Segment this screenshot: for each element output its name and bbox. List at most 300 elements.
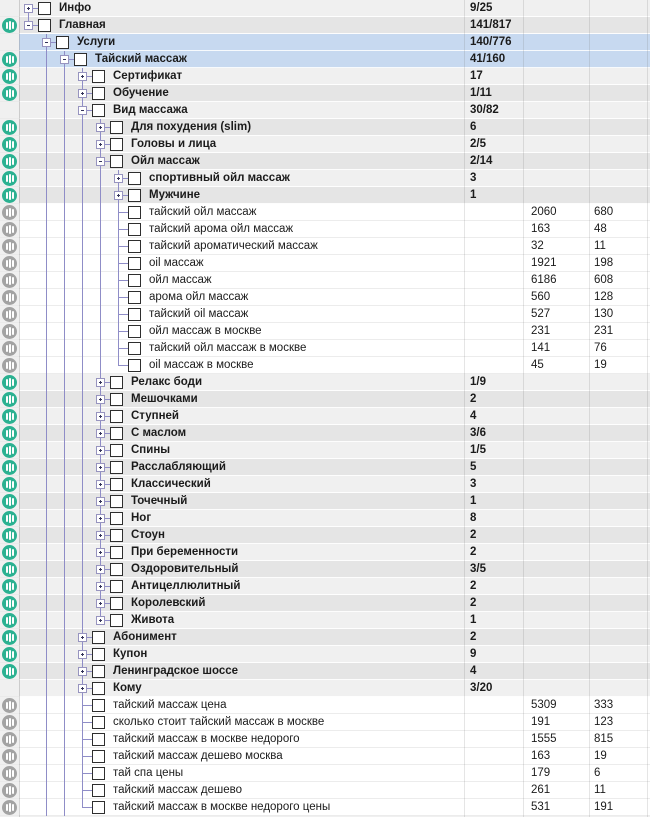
bar-glyph [6,260,8,267]
row-checkbox[interactable] [110,512,123,525]
bar-glyph [9,242,11,251]
frequency-cell: 560 [531,291,551,303]
row-checkbox[interactable] [38,19,51,32]
stats-circle-icon [2,188,17,203]
expand-toggle-icon[interactable] [78,684,87,693]
row-main [19,51,650,68]
tree-row[interactable] [0,0,650,17]
expand-toggle-icon[interactable] [78,650,87,659]
expand-toggle-icon[interactable] [96,531,105,540]
bar-glyph [12,787,14,794]
bar-glyph [6,73,8,80]
tree-guide-line [100,289,101,306]
count-cell [464,272,523,288]
row-checkbox[interactable] [110,495,123,508]
plus-glyph [100,466,101,469]
collapse-toggle-icon[interactable] [96,157,105,166]
expand-toggle-icon[interactable] [96,429,105,438]
expand-toggle-icon[interactable] [96,548,105,557]
expand-toggle-icon[interactable] [96,565,105,574]
tree-cell [19,119,464,135]
expand-toggle-icon[interactable] [78,667,87,676]
bar-glyph [6,651,8,658]
bar-glyph [9,327,11,336]
bar-glyph [9,531,11,540]
tree-guide-line [82,119,83,136]
tree-row[interactable] [0,238,650,255]
count-cell: 2 [470,529,477,541]
tree-row[interactable] [0,272,650,289]
bar-glyph [12,447,14,454]
row-checkbox[interactable] [56,36,69,49]
row-main [19,34,650,51]
row-checkbox[interactable] [110,138,123,151]
row-checkbox[interactable] [128,274,141,287]
stats-circle-icon [2,460,17,475]
tree-cell [19,289,464,305]
row-checkbox[interactable] [128,308,141,321]
tree-guide-line [64,578,65,595]
expand-toggle-icon[interactable] [96,463,105,472]
tree-row[interactable] [0,442,650,459]
tree-row[interactable] [0,782,650,799]
expand-toggle-icon[interactable] [96,412,105,421]
row-checkbox[interactable] [110,580,123,593]
bar-glyph [6,311,8,318]
row-checkbox[interactable] [92,716,105,729]
frequency-exact-cell [589,663,647,679]
tree-guide-line [46,51,47,68]
tree-guide-line [64,612,65,629]
tree-guide-line [100,306,101,323]
frequency-cell: 2060 [531,206,557,218]
frequency-exact-cell: 333 [594,699,614,711]
row-checkbox[interactable] [110,427,123,440]
expand-toggle-icon[interactable] [96,378,105,387]
tree-guide-line [64,374,65,391]
tree-row[interactable] [0,340,650,357]
row-gutter [0,544,19,561]
row-gutter [0,221,19,238]
count-cell [464,748,523,764]
tree-guide-line [64,187,65,204]
tree-connector [82,722,92,723]
tree-row[interactable] [0,714,650,731]
bar-glyph [9,310,11,319]
tree-row[interactable] [0,731,650,748]
row-checkbox[interactable] [128,172,141,185]
tree-guide-line [100,204,101,221]
tree-row[interactable] [0,425,650,442]
stats-circle-icon [2,273,17,288]
tree-row[interactable] [0,221,650,238]
tree-guide-line [46,68,47,85]
frequency-cell [523,153,589,169]
frequency-exact-cell [589,170,647,186]
row-main [19,748,650,765]
row-checkbox[interactable] [110,546,123,559]
row-gutter [0,748,19,765]
bar-glyph [6,736,8,743]
tree-guide-line [64,680,65,697]
frequency-exact-cell [589,544,647,560]
frequency-cell: 231 [531,325,551,337]
row-gutter [0,714,19,731]
row-checkbox[interactable] [128,291,141,304]
tree-guide-line [64,221,65,238]
stats-circle-icon [2,596,17,611]
row-label: тайский ойл массаж [149,206,257,218]
row-checkbox[interactable] [128,240,141,253]
row-gutter [0,306,19,323]
tree-guide-line [46,476,47,493]
frequency-cell [523,442,589,458]
tree-row[interactable] [0,391,650,408]
row-label: Релакс боди [131,376,203,388]
tree-row[interactable] [0,697,650,714]
tree-guide-line [118,357,119,365]
row-checkbox[interactable] [128,342,141,355]
tree-cell [19,748,464,764]
row-checkbox[interactable] [128,223,141,236]
row-checkbox[interactable] [110,121,123,134]
tree-guide-line [82,221,83,238]
tree-guide-line [64,527,65,544]
row-gutter [0,153,19,170]
tree-row[interactable] [0,578,650,595]
tree-row[interactable] [0,136,650,153]
bar-glyph [9,259,11,268]
expand-toggle-icon[interactable] [96,140,105,149]
frequency-exact-cell [589,578,647,594]
tree-guide-line [82,493,83,510]
row-main [19,425,650,442]
row-label: Услуги [77,36,116,48]
row-label: Тайский массаж [95,53,187,65]
tree-row[interactable] [0,629,650,646]
tree-row[interactable] [0,289,650,306]
expand-toggle-icon[interactable] [24,4,33,13]
row-checkbox[interactable] [92,682,105,695]
tree-row[interactable] [0,102,650,119]
row-checkbox[interactable] [92,631,105,644]
tree-guide-line [46,102,47,119]
expand-toggle-icon[interactable] [96,616,105,625]
tree-row[interactable] [0,748,650,765]
row-checkbox[interactable] [92,784,105,797]
count-cell [464,782,523,798]
tree-row[interactable] [0,765,650,782]
tree-row[interactable] [0,476,650,493]
count-cell: 3 [470,172,477,184]
row-checkbox[interactable] [128,189,141,202]
bar-glyph [12,22,14,29]
row-label: Главная [59,19,106,31]
collapse-toggle-icon[interactable] [24,21,33,30]
count-cell [464,204,523,220]
bar-glyph [12,617,14,624]
row-main [19,136,650,153]
tree-cell [19,85,464,101]
tree-cell [19,340,464,356]
bar-glyph [6,702,8,709]
frequency-cell: 32 [531,240,544,252]
frequency-exact-cell [589,493,647,509]
expand-toggle-icon[interactable] [96,599,105,608]
row-checkbox[interactable] [92,699,105,712]
tree-row[interactable] [0,306,650,323]
tree-row[interactable] [0,170,650,187]
row-checkbox[interactable] [128,325,141,338]
tree-guide-line [64,68,65,85]
bar-glyph [12,430,14,437]
tree-guide-line [46,748,47,765]
bar-glyph [9,769,11,778]
expand-toggle-icon[interactable] [114,191,123,200]
bar-glyph [6,158,8,165]
tree-connector [118,246,128,247]
count-cell: 5 [470,461,477,473]
expand-toggle-icon[interactable] [78,72,87,81]
frequency-cell: 527 [531,308,551,320]
row-checkbox[interactable] [128,257,141,270]
tree-row[interactable] [0,204,650,221]
tree-guide-line [64,442,65,459]
tree-connector [118,331,128,332]
tree-guide-line [46,272,47,289]
expand-toggle-icon[interactable] [78,633,87,642]
bar-glyph [9,429,11,438]
frequency-exact-cell [589,442,647,458]
row-checkbox[interactable] [92,648,105,661]
stats-circle-icon [2,562,17,577]
tree-cell [19,442,464,458]
count-cell: 1/9 [470,376,486,388]
tree-guide-line [82,187,83,204]
collapse-toggle-icon[interactable] [78,106,87,115]
row-checkbox[interactable] [92,104,105,117]
tree-row[interactable] [0,680,650,697]
row-label: Мужчине [149,189,201,201]
row-checkbox[interactable] [110,614,123,627]
bar-glyph [6,447,8,454]
row-checkbox[interactable] [92,665,105,678]
row-checkbox[interactable] [92,70,105,83]
tree-row[interactable] [0,459,650,476]
stats-circle-icon [2,137,17,152]
collapse-toggle-icon[interactable] [42,38,51,47]
tree-row[interactable] [0,357,650,374]
frequency-cell: 261 [531,784,551,796]
row-gutter [0,119,19,136]
row-checkbox[interactable] [128,359,141,372]
tree-guide-line [82,136,83,153]
frequency-exact-cell [589,425,647,441]
bar-glyph [9,140,11,149]
count-cell [464,306,523,322]
tree-guide-line [46,629,47,646]
bar-glyph [12,209,14,216]
tree-guide-line [64,153,65,170]
tree-row[interactable] [0,323,650,340]
frequency-cell [523,544,589,560]
row-checkbox[interactable] [92,767,105,780]
tree-cell [19,493,464,509]
expand-toggle-icon[interactable] [96,497,105,506]
bar-glyph [12,719,14,726]
row-checkbox[interactable] [92,733,105,746]
row-main [19,578,650,595]
tree-cell [19,255,464,271]
stats-circle-icon [2,477,17,492]
frequency-cell [523,476,589,492]
tree-connector [82,807,92,808]
row-gutter [0,578,19,595]
stats-circle-icon [2,239,17,254]
bar-glyph [9,752,11,761]
tree-connector [118,314,128,315]
plus-glyph [100,432,101,435]
frequency-exact-cell [589,527,647,543]
row-gutter [0,136,19,153]
frequency-cell: 191 [531,716,551,728]
tree-cell [19,102,464,118]
bar-glyph [12,515,14,522]
stats-circle-icon [2,715,17,730]
count-cell [464,714,523,730]
count-cell: 8 [470,512,477,524]
bar-glyph [9,72,11,81]
tree-guide-line [46,136,47,153]
plus-glyph [100,415,101,418]
frequency-exact-cell [589,119,647,135]
row-gutter [0,510,19,527]
stats-circle-icon [2,324,17,339]
tree-guide-line [100,170,101,187]
expand-toggle-icon[interactable] [96,514,105,523]
bar-glyph [9,293,11,302]
bar-glyph [9,497,11,506]
row-checkbox[interactable] [38,2,51,15]
tree-row[interactable] [0,612,650,629]
tree-row[interactable] [0,663,650,680]
row-label: Кому [113,682,142,694]
tree-row[interactable] [0,85,650,102]
count-cell: 9 [470,648,477,660]
expand-toggle-icon[interactable] [96,582,105,591]
tree-row[interactable] [0,595,650,612]
tree-row[interactable] [0,68,650,85]
count-cell [464,323,523,339]
plus-glyph [100,551,101,554]
expand-toggle-icon[interactable] [96,480,105,489]
tree-row[interactable] [0,408,650,425]
bar-glyph [6,243,8,250]
tree-row[interactable] [0,374,650,391]
expand-toggle-icon[interactable] [96,123,105,132]
tree-row[interactable] [0,799,650,816]
stats-circle-icon [2,358,17,373]
bar-glyph [12,311,14,318]
tree-guide-line [82,306,83,323]
row-main [19,595,650,612]
bar-glyph [6,532,8,539]
row-checkbox[interactable] [74,53,87,66]
tree-guide-line [46,459,47,476]
tree-row[interactable] [0,561,650,578]
frequency-exact-cell [589,34,647,50]
tree-guide-line [46,510,47,527]
row-checkbox[interactable] [110,376,123,389]
row-checkbox[interactable] [92,750,105,763]
expand-toggle-icon[interactable] [78,89,87,98]
tree-row[interactable] [0,153,650,170]
tree-row[interactable] [0,493,650,510]
row-checkbox[interactable] [110,478,123,491]
tree-row[interactable] [0,187,650,204]
bar-glyph [12,379,14,386]
tree-row[interactable] [0,510,650,527]
tree-row[interactable] [0,17,650,34]
row-checkbox[interactable] [110,529,123,542]
row-gutter [0,408,19,425]
row-label: Купон [113,648,148,660]
row-checkbox[interactable] [110,461,123,474]
frequency-cell [523,408,589,424]
expand-toggle-icon[interactable] [114,174,123,183]
tree-row[interactable] [0,119,650,136]
count-cell: 4 [470,410,477,422]
row-checkbox[interactable] [110,410,123,423]
row-label: Спины [131,444,171,456]
row-checkbox[interactable] [110,597,123,610]
row-checkbox[interactable] [92,87,105,100]
row-checkbox[interactable] [110,393,123,406]
tree-connector [118,280,128,281]
tree-row[interactable] [0,255,650,272]
row-checkbox[interactable] [110,155,123,168]
frequency-cell [523,493,589,509]
row-gutter [0,680,19,697]
tree-cell [19,595,464,611]
row-checkbox[interactable] [128,206,141,219]
stats-circle-icon [2,409,17,424]
row-main [19,306,650,323]
tree-row[interactable] [0,51,650,68]
row-checkbox[interactable] [110,563,123,576]
tree-guide-line [82,561,83,578]
frequency-exact-cell: 198 [594,257,614,269]
tree-guide-line [64,323,65,340]
expand-toggle-icon[interactable] [96,395,105,404]
tree-guide-line [100,357,101,374]
row-gutter [0,68,19,85]
tree-row[interactable] [0,34,650,51]
tree-row[interactable] [0,646,650,663]
collapse-toggle-icon[interactable] [60,55,69,64]
count-cell: 4 [470,665,477,677]
expand-toggle-icon[interactable] [96,446,105,455]
tree-row[interactable] [0,544,650,561]
tree-guide-line [64,119,65,136]
row-checkbox[interactable] [92,801,105,814]
row-checkbox[interactable] [110,444,123,457]
tree-guide-line [64,204,65,221]
tree-row[interactable] [0,527,650,544]
bar-glyph [6,226,8,233]
row-gutter [0,272,19,289]
row-main [19,102,650,119]
